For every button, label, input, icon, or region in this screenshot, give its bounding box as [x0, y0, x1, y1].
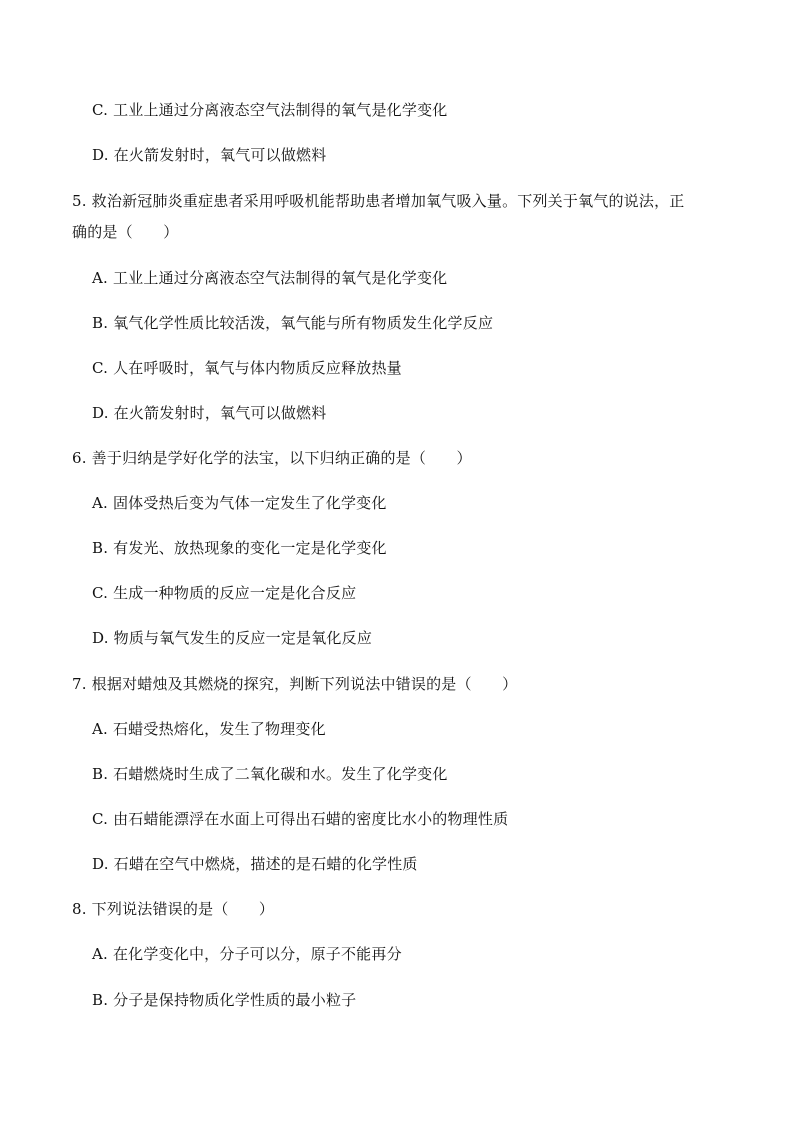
- question-5-option-d: D. 在火箭发射时，氧气可以做燃料: [92, 404, 327, 422]
- question-8-option-b: B. 分子是保持物质化学性质的最小粒子: [92, 991, 357, 1009]
- question-5-stem-cont: 确的是（ ）: [72, 223, 179, 241]
- question-6-stem: 6. 善于归纳是学好化学的法宝，以下归纳正确的是（ ）: [72, 449, 472, 467]
- question-7-option-c: C. 由石蜡能漂浮在水面上可得出石蜡的密度比水小的物理性质: [92, 810, 509, 828]
- question-7-option-a: A. 石蜡受热熔化，发生了物理变化: [92, 720, 326, 738]
- question-6-option-b: B. 有发光、放热现象的变化一定是化学变化: [92, 539, 387, 557]
- question-8-option-a: A. 在化学变化中，分子可以分，原子不能再分: [92, 945, 402, 963]
- question-6-option-d: D. 物质与氧气发生的反应一定是氧化反应: [92, 629, 373, 647]
- question-5-stem: 5. 救治新冠肺炎重症患者采用呼吸机能帮助患者增加氧气吸入量。下列关于氧气的说法，正: [72, 192, 685, 210]
- question-8-stem: 8. 下列说法错误的是（ ）: [72, 900, 275, 918]
- question-7-option-b: B. 石蜡燃烧时生成了二氧化碳和水。发生了化学变化: [92, 765, 448, 783]
- question-5-option-a: A. 工业上通过分离液态空气法制得的氧气是化学变化: [92, 269, 448, 287]
- prev-option-d: D. 在火箭发射时，氧气可以做燃料: [92, 146, 327, 164]
- question-5-option-b: B. 氧气化学性质比较活泼，氧气能与所有物质发生化学反应: [92, 314, 494, 332]
- question-7-option-d: D. 石蜡在空气中燃烧，描述的是石蜡的化学性质: [92, 855, 418, 873]
- question-7-stem: 7. 根据对蜡烛及其燃烧的探究，判断下列说法中错误的是（ ）: [72, 675, 518, 693]
- prev-option-c: C. 工业上通过分离液态空气法制得的氧气是化学变化: [92, 101, 448, 119]
- question-6-option-c: C. 生成一种物质的反应一定是化合反应: [92, 584, 357, 602]
- question-6-option-a: A. 固体受热后变为气体一定发生了化学变化: [92, 494, 387, 512]
- question-5-option-c: C. 人在呼吸时，氧气与体内物质反应释放热量: [92, 359, 402, 377]
